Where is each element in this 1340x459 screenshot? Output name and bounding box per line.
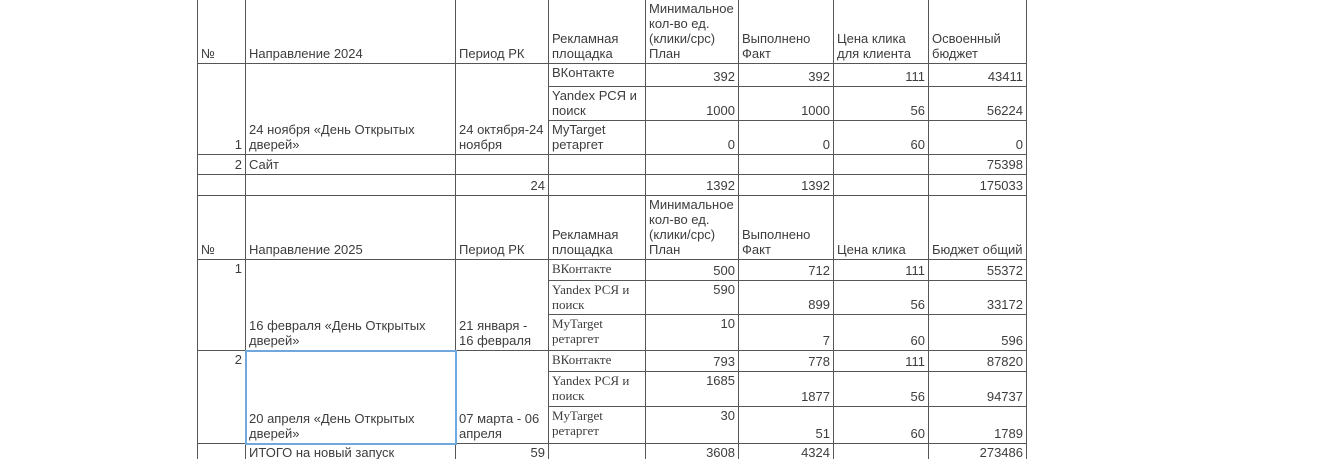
header-2025-platform[interactable]: Рекламная площадка	[549, 196, 646, 260]
c2024-1-direction-cell[interactable]: 24 ноября «День Открытых дверей»	[246, 64, 456, 155]
site-period-cell[interactable]	[456, 155, 549, 175]
totals2025-platform-cell[interactable]	[549, 444, 646, 459]
totals2025-label-cell[interactable]: ИТОГО на новый запуск	[246, 444, 456, 459]
site-platform-cell[interactable]	[549, 155, 646, 175]
header-row-2024	[198, 0, 1027, 64]
c2025-2-yandex-platform-cell[interactable]: Yandex РСЯ и поиск	[549, 372, 646, 407]
totals2025-period-cell[interactable]: 59	[456, 444, 549, 459]
c2025-2-yandex-budget-cell[interactable]: 94737	[929, 372, 1027, 407]
c2025-2-yandex-cpc-cell[interactable]: 56	[834, 372, 929, 407]
c2024-1-vk-cpc-cell[interactable]: 111	[834, 64, 929, 87]
c2024-1-yandex-budget-cell[interactable]: 56224	[929, 87, 1027, 121]
c2025-2-vk-cpc-cell[interactable]: 111	[834, 351, 929, 372]
table-row	[198, 155, 1027, 175]
c2025-1-period-cell[interactable]: 21 января - 16 февраля	[456, 260, 549, 351]
c2024-1-vk-platform-cell[interactable]: ВКонтакте	[549, 64, 646, 87]
c2024-1-period-cell[interactable]: 24 октября-24 ноября	[456, 64, 549, 155]
totals2024-fact-cell[interactable]: 1392	[739, 175, 834, 196]
c2024-1-mytarget-fact-cell[interactable]: 0	[739, 121, 834, 155]
table-row	[198, 260, 1027, 281]
c2025-2-mytarget-fact-cell[interactable]: 51	[739, 407, 834, 444]
table-row	[198, 175, 1027, 196]
header-2025-direction[interactable]: Направление 2025	[246, 196, 456, 260]
header-2025-cpc[interactable]: Цена клика	[834, 196, 929, 260]
header-2024-direction[interactable]: Направление 2024	[246, 0, 456, 64]
totals2024-platform-cell[interactable]	[549, 175, 646, 196]
c2025-1-mytarget-cpc-cell[interactable]: 60	[834, 315, 929, 351]
c2024-1-yandex-cpc-cell[interactable]: 56	[834, 87, 929, 121]
c2024-1-yandex-fact-cell[interactable]: 1000	[739, 87, 834, 121]
header-2025-budget[interactable]: Бюджет общий	[929, 196, 1027, 260]
header-2024-cpc[interactable]: Цена клика для клиента	[834, 0, 929, 64]
totals2024-cpc-cell[interactable]	[834, 175, 929, 196]
totals2025-num-cell[interactable]	[198, 444, 246, 459]
c2024-1-vk-plan-cell[interactable]: 392	[646, 64, 739, 87]
c2025-1-direction-cell[interactable]: 16 февраля «День Открытых дверей»	[246, 260, 456, 351]
c2025-2-vk-fact-cell[interactable]: 778	[739, 351, 834, 372]
c2024-1-mytarget-plan-cell[interactable]: 0	[646, 121, 739, 155]
totals2024-direction-cell[interactable]	[246, 175, 456, 196]
totals2025-cpc-cell[interactable]	[834, 444, 929, 459]
c2025-1-mytarget-plan-cell[interactable]: 10	[646, 315, 739, 351]
header-2025-fact[interactable]: Выполнено Факт	[739, 196, 834, 260]
c2025-1-vk-fact-cell[interactable]: 712	[739, 260, 834, 281]
c2024-1-yandex-plan-cell[interactable]: 1000	[646, 87, 739, 121]
c2025-2-vk-plan-cell[interactable]: 793	[646, 351, 739, 372]
c2025-1-num-cell[interactable]: 1	[198, 260, 246, 351]
c2025-2-vk-platform-cell[interactable]: ВКонтакте	[549, 351, 646, 372]
header-2024-budget[interactable]: Освоенный бюджет	[929, 0, 1027, 64]
c2025-1-vk-cpc-cell[interactable]: 111	[834, 260, 929, 281]
table-row	[198, 351, 1027, 372]
c2025-2-mytarget-cpc-cell[interactable]: 60	[834, 407, 929, 444]
c2025-2-mytarget-plan-cell[interactable]: 30	[646, 407, 739, 444]
c2024-1-num-cell[interactable]: 1	[198, 64, 246, 155]
header-row-2025	[198, 196, 1027, 260]
c2025-2-yandex-fact-cell[interactable]: 1877	[739, 372, 834, 407]
c2025-1-yandex-fact-cell[interactable]: 899	[739, 281, 834, 315]
c2025-2-mytarget-budget-cell[interactable]: 1789	[929, 407, 1027, 444]
header-2024-period[interactable]: Период РК	[456, 0, 549, 64]
c2025-1-yandex-plan-cell[interactable]: 590	[646, 281, 739, 315]
c2025-1-vk-budget-cell[interactable]: 55372	[929, 260, 1027, 281]
c2025-1-mytarget-platform-cell[interactable]: MyTarget ретаргет	[549, 315, 646, 351]
header-2024-plan[interactable]: Минимальное кол-во ед. (клики/срс) План	[646, 0, 739, 64]
header-2024-num[interactable]: №	[198, 0, 246, 64]
c2025-1-yandex-platform-cell[interactable]: Yandex РСЯ и поиск	[549, 281, 646, 315]
c2025-1-vk-plan-cell[interactable]: 500	[646, 260, 739, 281]
totals2025-fact-cell[interactable]: 4324	[739, 444, 834, 459]
c2025-2-yandex-plan-cell[interactable]: 1685	[646, 372, 739, 407]
c2025-2-mytarget-platform-cell[interactable]: MyTarget ретаргет	[549, 407, 646, 444]
c2025-1-yandex-cpc-cell[interactable]: 56	[834, 281, 929, 315]
totals2025-budget-cell[interactable]: 273486	[929, 444, 1027, 459]
c2025-2-vk-budget-cell[interactable]: 87820	[929, 351, 1027, 372]
c2025-2-period-cell[interactable]: 07 марта - 06 апреля	[456, 351, 549, 444]
totals2024-num-cell[interactable]	[198, 175, 246, 196]
c2025-1-mytarget-fact-cell[interactable]: 7	[739, 315, 834, 351]
totals2024-budget-cell[interactable]: 175033	[929, 175, 1027, 196]
c2025-1-vk-platform-cell[interactable]: ВКонтакте	[549, 260, 646, 281]
header-2025-period[interactable]: Период РК	[456, 196, 549, 260]
c2024-1-mytarget-cpc-cell[interactable]: 60	[834, 121, 929, 155]
header-2024-fact[interactable]: Выполнено Факт	[739, 0, 834, 64]
c2024-1-mytarget-platform-cell[interactable]: MyTarget ретаргет	[549, 121, 646, 155]
c2025-2-num-cell[interactable]: 2	[198, 351, 246, 444]
c2024-1-mytarget-budget-cell[interactable]: 0	[929, 121, 1027, 155]
campaign-table	[197, 0, 1027, 459]
c2024-1-vk-fact-cell[interactable]: 392	[739, 64, 834, 87]
c2025-2-direction-cell-selected[interactable]: 20 апреля «День Открытых дверей»	[246, 351, 456, 444]
site-num-cell[interactable]: 2	[198, 155, 246, 175]
totals2025-plan-cell[interactable]: 3608	[646, 444, 739, 459]
header-2025-num[interactable]: №	[198, 196, 246, 260]
site-plan-cell[interactable]	[646, 155, 739, 175]
table-row	[198, 64, 1027, 87]
totals-row-2025	[198, 444, 1027, 459]
header-2025-plan[interactable]: Минимальное кол-во ед. (клики/срс) План	[646, 196, 739, 260]
header-2024-platform[interactable]: Рекламная площадка	[549, 0, 646, 64]
totals2024-period-cell[interactable]: 24	[456, 175, 549, 196]
site-label-cell[interactable]: Сайт	[246, 155, 456, 175]
c2024-1-vk-budget-cell[interactable]: 43411	[929, 64, 1027, 87]
c2025-1-yandex-budget-cell[interactable]: 33172	[929, 281, 1027, 315]
site-fact-cell[interactable]	[739, 155, 834, 175]
site-budget-cell[interactable]: 75398	[929, 155, 1027, 175]
c2025-1-mytarget-budget-cell[interactable]: 596	[929, 315, 1027, 351]
site-cpc-cell[interactable]	[834, 155, 929, 175]
totals2024-plan-cell[interactable]: 1392	[646, 175, 739, 196]
c2024-1-yandex-platform-cell[interactable]: Yandex РСЯ и поиск	[549, 87, 646, 121]
